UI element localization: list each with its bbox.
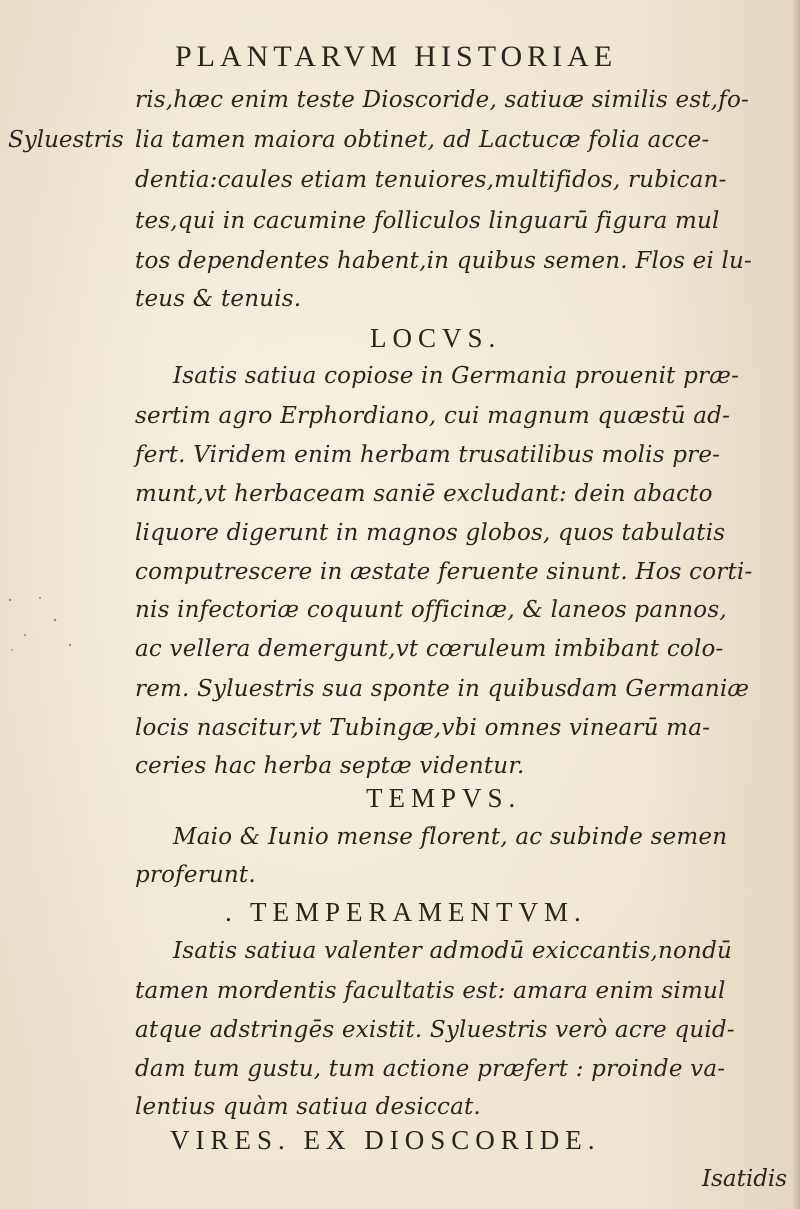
text-line: tos dependentes habent,in quibus semen. Flos ei lu- [135, 248, 753, 274]
text-line: teus & tenuis. [135, 286, 302, 312]
text-line: lia tamen maiora obtinet, ad Lactucæ folia acce- [135, 127, 710, 153]
text-line: dentia:caules etiam tenuiores,multifidos, rubican- [135, 167, 727, 193]
text-line: liquore digerunt in magnos globos, quos tabulatis [135, 520, 726, 546]
page-edge-shadow [792, 0, 800, 1209]
text-line: tes,qui in cacumine folliculos linguarū figura mul [135, 208, 720, 234]
running-header: PLANTARVM HISTORIAE [175, 40, 618, 73]
text-line: sertim agro Erphordiano, cui magnum quæstū ad- [135, 403, 731, 429]
text-line: locis nascitur,vt Tubingæ,vbi omnes vinearū ma- [135, 715, 711, 741]
section-heading-tempus: TEMPVS. [366, 783, 522, 813]
text-line: computrescere in æstate feruente sinunt. Hos corti- [135, 559, 753, 585]
margin-note: Syluestris [8, 127, 124, 153]
text-line: dam tum gustu, tum actione præfert : proinde va- [135, 1056, 726, 1082]
text-line: rem. Syluestris sua sponte in quibusdam Germaniæ [135, 676, 750, 702]
text-line: munt,vt herbaceam saniē excludant: dein abacto [135, 481, 713, 507]
text-line: Maio & Iunio mense florent, ac subinde semen [173, 824, 728, 850]
catchword: Isatidis [702, 1166, 788, 1192]
text-line: ris,hæc enim teste Dioscoride, satiuæ similis est,fo- [135, 87, 750, 113]
text-line: tamen mordentis facultatis est: amara enim simul [135, 978, 726, 1004]
text-line: atque adstringēs existit. Syluestris verò acre quid- [135, 1017, 735, 1043]
text-line: fert. Viridem enim herbam trusatilibus molis pre- [135, 442, 721, 468]
section-heading-locus: LOCVS. [370, 323, 502, 353]
text-line: ceries hac herba septæ videntur. [135, 753, 525, 779]
text-line: Isatis satiua copiose in Germania prouenit præ- [173, 363, 740, 389]
paper-stain [0, 590, 120, 670]
section-heading-vires: VIRES. EX DIOSCORIDE. [170, 1125, 601, 1155]
section-heading-temperamentum: . TEMPERAMENTVM. [225, 897, 587, 927]
text-line: Isatis satiua valenter admodū exiccantis,nondū [173, 938, 732, 964]
text-line: nis infectoriæ coquunt officinæ, & laneos pannos, [135, 597, 727, 623]
text-line: lentius quàm satiua desiccat. [135, 1094, 481, 1120]
text-line: ac vellera demergunt,vt cœruleum imbibant colo- [135, 636, 724, 662]
text-line: proferunt. [135, 862, 256, 888]
